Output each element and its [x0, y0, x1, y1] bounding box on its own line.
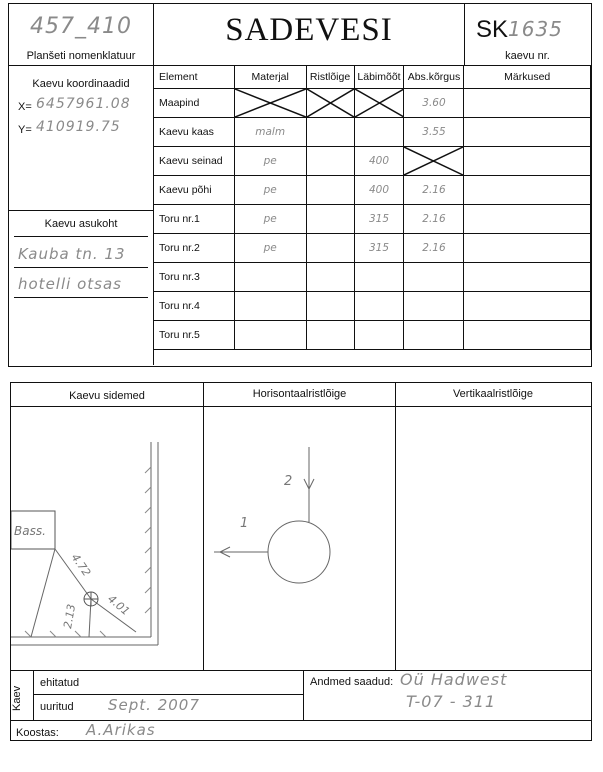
row-ristloige: [306, 205, 354, 234]
row-ristloige: [306, 234, 354, 263]
row-markused: [464, 118, 591, 147]
row-labimoot: [354, 321, 404, 350]
pipe2-label: 2: [284, 474, 293, 489]
koostas-value: A.Arikas: [86, 721, 156, 739]
panel-horisontaal-title: Horisontaalristlõige: [252, 388, 347, 400]
horisontaal-sketch: [204, 407, 395, 670]
andmed-label: Andmed saadud:: [310, 676, 394, 688]
divider: [395, 382, 396, 670]
row-ristloige: [306, 292, 354, 321]
divider: [14, 236, 148, 237]
row-markused: [464, 176, 591, 205]
row-materjal: [234, 263, 306, 292]
row-abs: 2.16: [404, 234, 464, 263]
divider: [8, 210, 154, 211]
location-heading: Kaevu asukoht: [44, 218, 118, 230]
kaev-label: Kaev: [11, 685, 23, 711]
row-element: Maapind: [154, 89, 235, 118]
row-labimoot: [354, 292, 404, 321]
row-labimoot: 400: [354, 147, 404, 176]
sk-prefix: SK: [476, 16, 509, 43]
location-line2: hotelli otsas: [18, 275, 122, 293]
col-header-labimoot: Läbimõõt: [354, 66, 404, 89]
col-header-element: Element: [154, 66, 235, 89]
table-row: [154, 263, 591, 292]
row-materjal: pe: [234, 234, 306, 263]
row-element: Kaevu seinad: [154, 147, 235, 176]
panel-sidemed-title: Kaevu sidemed: [69, 390, 145, 402]
sketch-dim2: 2.13: [61, 603, 79, 630]
table-row: [154, 176, 591, 205]
coords-heading: Kaevu koordinaadid: [32, 78, 130, 90]
row-materjal: pe: [234, 205, 306, 234]
x-value: 6457961.08: [36, 96, 131, 112]
table-row: [154, 321, 591, 350]
row-ristloige: [306, 118, 354, 147]
andmed-line1: Oü Hadwest: [400, 670, 508, 689]
table-row: [154, 205, 591, 234]
crossed-cell: [306, 89, 354, 118]
row-element: Toru nr.4: [154, 292, 235, 321]
table-header-row: [154, 66, 591, 89]
divider: [8, 65, 154, 66]
row-markused: [464, 89, 591, 118]
row-materjal: pe: [234, 147, 306, 176]
divider: [33, 694, 303, 695]
row-labimoot: [354, 263, 404, 292]
location-line1: Kauba tn. 13: [18, 245, 126, 263]
y-label: Y=: [18, 124, 32, 136]
sidemed-sketch: [11, 407, 203, 670]
row-markused: [464, 263, 591, 292]
row-markused: [464, 321, 591, 350]
col-header-abs: Abs.kõrgus: [404, 66, 464, 89]
sketch-dim3: 4.01: [105, 592, 133, 619]
table-row: [154, 147, 591, 176]
panel-vertikaal-title: Vertikaalristlõige: [452, 388, 534, 400]
row-abs: [404, 263, 464, 292]
row-abs: 3.55: [404, 118, 464, 147]
row-markused: [464, 292, 591, 321]
sheet-code: 457_410: [30, 14, 132, 39]
row-element: Toru nr.2: [154, 234, 235, 263]
row-labimoot: 315: [354, 234, 404, 263]
crossed-cell: [234, 89, 306, 118]
row-markused: [464, 147, 591, 176]
row-abs: [404, 292, 464, 321]
x-label: X=: [18, 101, 32, 113]
divider: [33, 670, 34, 720]
row-ristloige: [306, 176, 354, 205]
y-value: 410919.75: [36, 119, 121, 135]
row-abs: [404, 321, 464, 350]
row-ristloige: [306, 263, 354, 292]
element-table: [153, 65, 591, 350]
divider: [14, 267, 148, 268]
row-abs: 3.60: [404, 89, 464, 118]
row-ristloige: [306, 147, 354, 176]
divider: [14, 297, 148, 298]
table-row: [154, 118, 591, 147]
sketch-bass-label: Bass.: [14, 524, 46, 538]
crossed-cell: [354, 89, 404, 118]
sk-label: kaevu nr.: [505, 50, 550, 62]
page-title: SADEVESI: [225, 12, 393, 48]
col-header-materjal: Materjal: [234, 66, 306, 89]
row-materjal: [234, 321, 306, 350]
koostas-label: Koostas:: [16, 727, 59, 739]
sheet-label: Planšeti nomenklatuur: [26, 50, 136, 62]
col-header-ristloige: Ristlõige: [306, 66, 354, 89]
sketch-dim1: 4.72: [68, 551, 94, 579]
row-markused: [464, 205, 591, 234]
row-materjal: malm: [234, 118, 306, 147]
table-row: [154, 292, 591, 321]
row-element: Kaevu põhi: [154, 176, 235, 205]
row-element: Toru nr.5: [154, 321, 235, 350]
uuritud-label: uuritud: [40, 701, 74, 713]
row-labimoot: 400: [354, 176, 404, 205]
row-element: Kaevu kaas: [154, 118, 235, 147]
row-ristloige: [306, 321, 354, 350]
row-abs: 2.16: [404, 205, 464, 234]
table-row: [154, 234, 591, 263]
row-element: Toru nr.1: [154, 205, 235, 234]
col-header-markused: Märkused: [464, 66, 591, 89]
row-labimoot: [354, 118, 404, 147]
row-labimoot: 315: [354, 205, 404, 234]
divider: [303, 670, 304, 720]
sk-number: 1635: [508, 17, 563, 41]
pipe1-label: 1: [240, 516, 249, 531]
row-markused: [464, 234, 591, 263]
ehitatud-label: ehitatud: [40, 677, 80, 689]
row-element: Toru nr.3: [154, 263, 235, 292]
table-row: [154, 89, 591, 118]
row-abs: 2.16: [404, 176, 464, 205]
uuritud-value: Sept. 2007: [108, 696, 200, 714]
row-materjal: pe: [234, 176, 306, 205]
row-materjal: [234, 292, 306, 321]
andmed-line2: T-07 - 311: [406, 692, 497, 711]
crossed-cell: [404, 147, 464, 176]
